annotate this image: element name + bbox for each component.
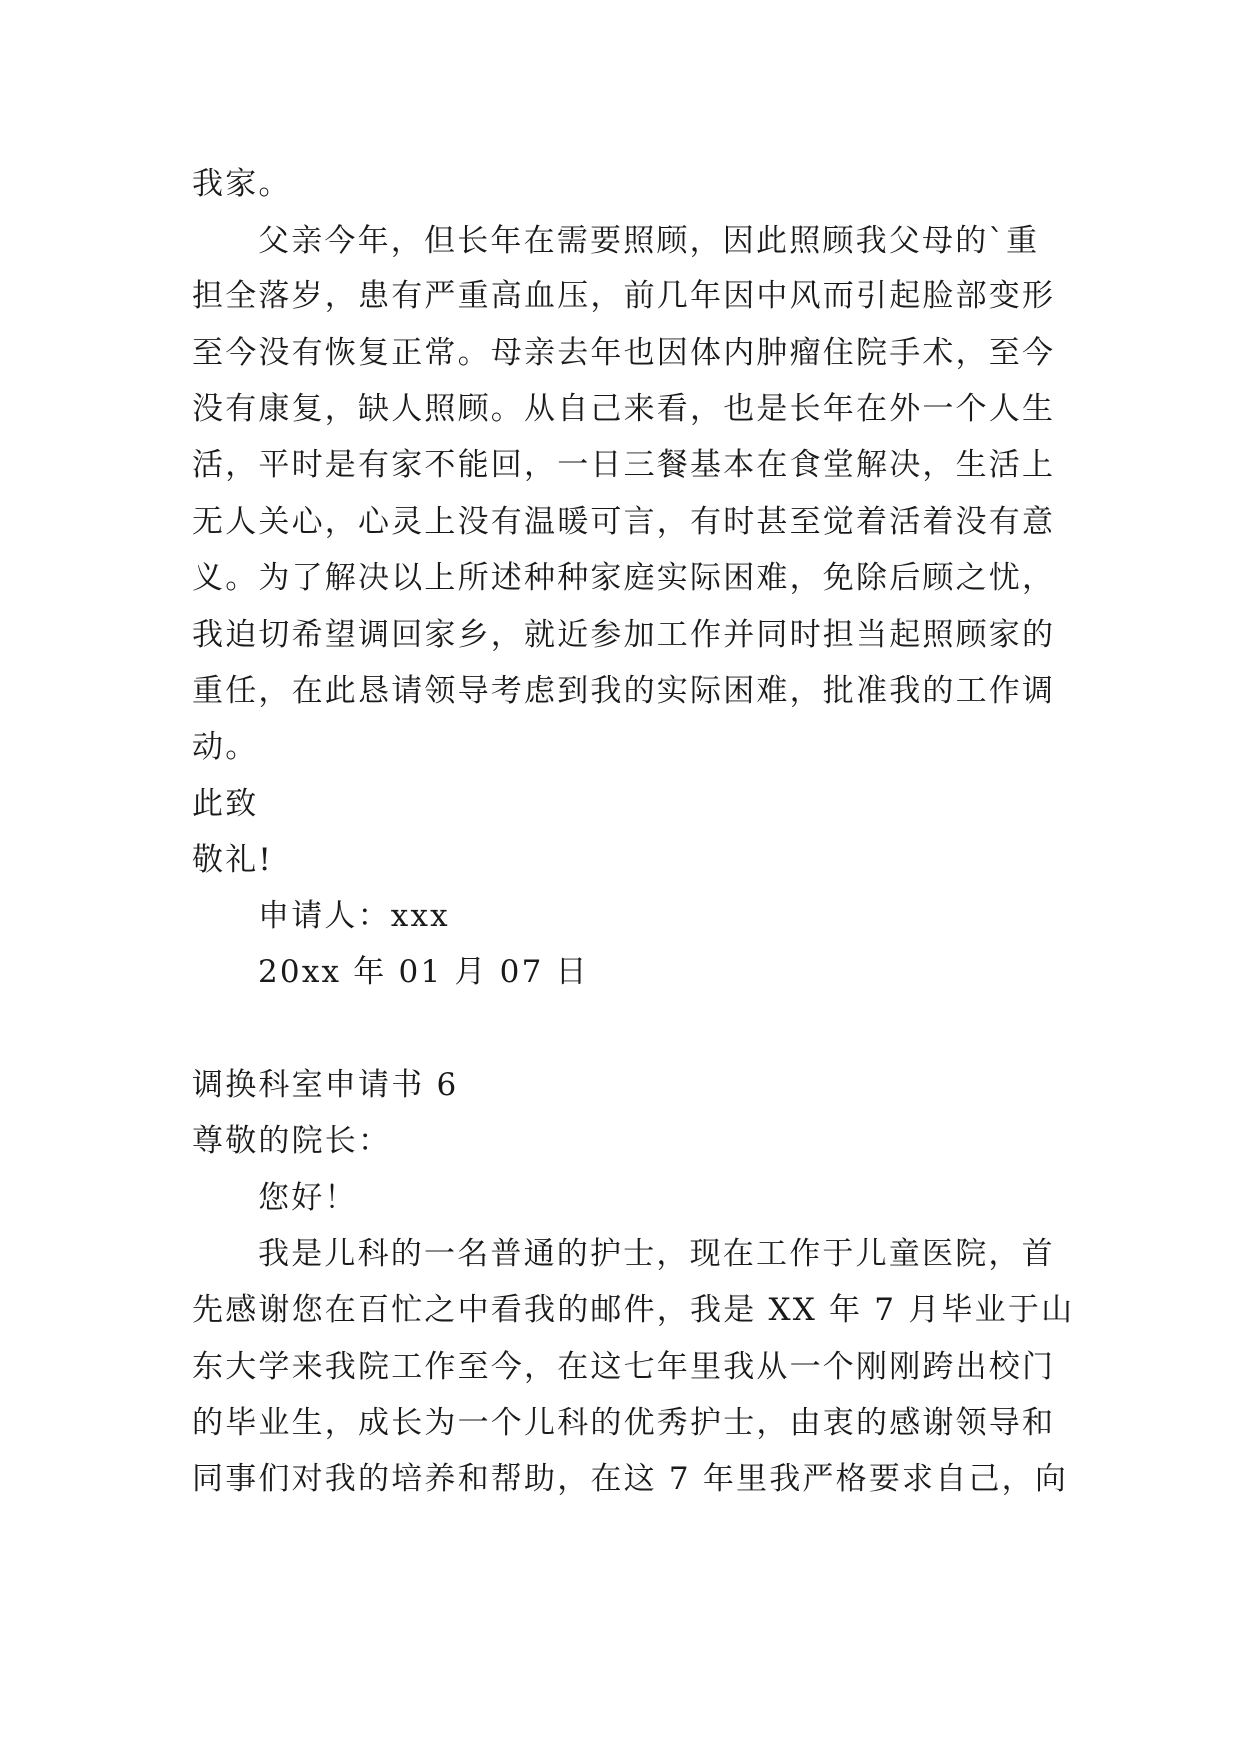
text-line: 同事们对我的培养和帮助，在这 7 年里我严格要求自己，向 xyxy=(192,1461,1069,1497)
text-line: 义。为了解决以上所述种种家庭实际困难，免除后顾之忧， xyxy=(192,560,1056,596)
text-line: 没有康复，缺人照顾。从自己来看，也是长年在外一个人生 xyxy=(192,391,1056,427)
salutation-text: 敬礼! xyxy=(192,842,274,878)
addressee: 尊敬的院长： xyxy=(192,1123,392,1159)
applicant-line: 申请人：xxx xyxy=(258,898,450,934)
text-line: 东大学来我院工作至今，在这七年里我从一个刚刚跨出校门 xyxy=(192,1349,1056,1385)
text-line: 我家。 xyxy=(192,166,292,202)
date-line: 20xx 年 01 月 07 日 xyxy=(258,954,589,990)
text-line: 我是儿科的一名普通的护士，现在工作于儿童医院，首 xyxy=(258,1236,1055,1272)
text-line: 无人关心，心灵上没有温暖可言，有时甚至觉着活着没有意 xyxy=(192,504,1056,540)
text-line: 我迫切希望调回家乡，就近参加工作并同时担当起照顾家的 xyxy=(192,617,1056,653)
text-line: 担全落岁，患有严重高血压，前几年因中风而引起脸部变形 xyxy=(192,278,1056,314)
closing-text: 此致 xyxy=(192,786,259,822)
text-line: 重任，在此恳请领导考虑到我的实际困难，批准我的工作调 xyxy=(192,673,1056,709)
text-line: 的毕业生，成长为一个儿科的优秀护士，由衷的感谢领导和 xyxy=(192,1405,1056,1441)
text-line: 至今没有恢复正常。母亲去年也因体内肿瘤住院手术，至今 xyxy=(192,335,1056,371)
greeting: 您好！ xyxy=(258,1180,358,1216)
section-title: 调换科室申请书 6 xyxy=(192,1067,459,1103)
text-line: 父亲今年，但长年在需要照顾，因此照顾我父母的`重 xyxy=(258,223,1040,259)
text-line: 先感谢您在百忙之中看我的邮件，我是 XX 年 7 月毕业于山 xyxy=(192,1292,1075,1328)
text-line: 动。 xyxy=(192,729,259,765)
text-line: 活，平时是有家不能回，一日三餐基本在食堂解决，生活上 xyxy=(192,447,1056,483)
